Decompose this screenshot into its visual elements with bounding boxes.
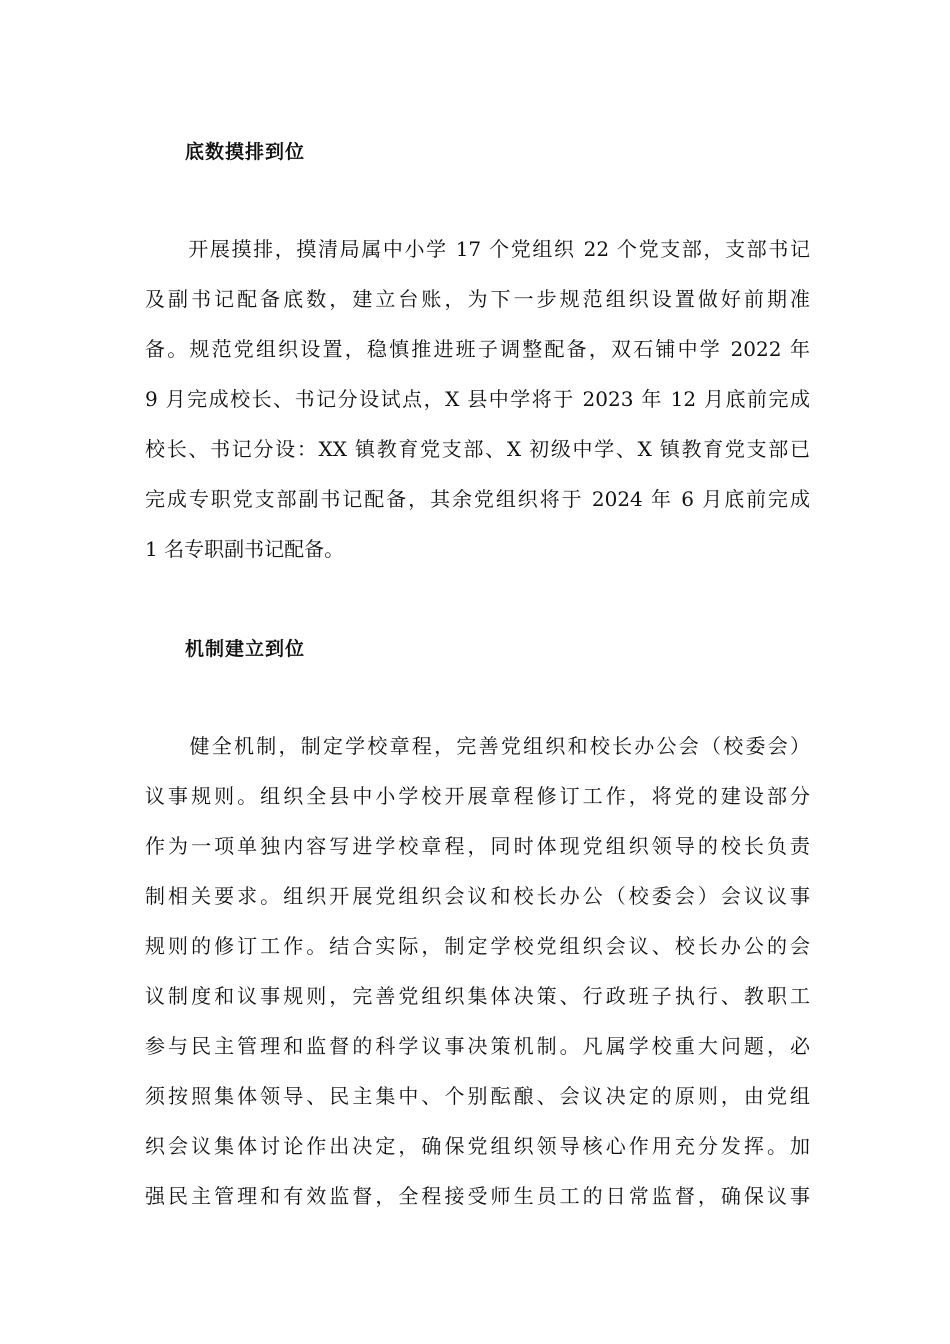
paragraph-line: 议事规则。组织全县中小学校开展章程修订工作，将党的建设部分: [145, 784, 810, 808]
section-heading-1: 底数摸排到位: [185, 141, 306, 163]
paragraph-line: 备。规范党组织设置，稳慎推进班子调整配备，双石铺中学 2022 年: [145, 337, 810, 361]
paragraph-line: 作为一项单独内容写进学校章程，同时体现党组织领导的校长负责: [145, 834, 810, 858]
paragraph-line: 健全机制，制定学校章程，完善党组织和校长办公会（校委会）: [145, 734, 810, 758]
paragraph-line: 校长、书记分设：XX 镇教育党支部、X 初级中学、X 镇教育党支部已: [145, 437, 810, 461]
paragraph-line: 织会议集体讨论作出决定，确保党组织领导核心作用充分发挥。加: [145, 1134, 810, 1158]
paragraph-line: 强民主管理和有效监督，全程接受师生员工的日常监督，确保议事: [145, 1184, 810, 1208]
paragraph-line: 制相关要求。组织开展党组织会议和校长办公（校委会）会议议事: [145, 884, 810, 908]
paragraph-line: 参与民主管理和监督的科学议事决策机制。凡属学校重大问题，必: [145, 1034, 810, 1058]
paragraph-line: 规则的修订工作。结合实际，制定学校党组织会议、校长办公的会: [145, 934, 810, 958]
section-paragraph-2: [145, 721, 810, 1221]
section-heading-2: 机制建立到位: [185, 638, 306, 660]
paragraph-line: 1 名专职副书记配备。: [145, 537, 345, 561]
section-paragraph-1: [145, 224, 810, 574]
paragraph-line: 开展摸排，摸清局属中小学 17 个党组织 22 个党支部，支部书记: [145, 237, 810, 261]
paragraph-line: 议制度和议事规则，完善党组织集体决策、行政班子执行、教职工: [145, 984, 810, 1008]
paragraph-line: 及副书记配备底数，建立台账，为下一步规范组织设置做好前期准: [145, 287, 810, 311]
paragraph-line: 须按照集体领导、民主集中、个别酝酿、会议决定的原则，由党组: [145, 1084, 810, 1108]
paragraph-line: 完成专职党支部副书记配备，其余党组织将于 2024 年 6 月底前完成: [145, 487, 810, 511]
paragraph-line: 9 月完成校长、书记分设试点，X 县中学将于 2023 年 12 月底前完成: [145, 387, 810, 411]
